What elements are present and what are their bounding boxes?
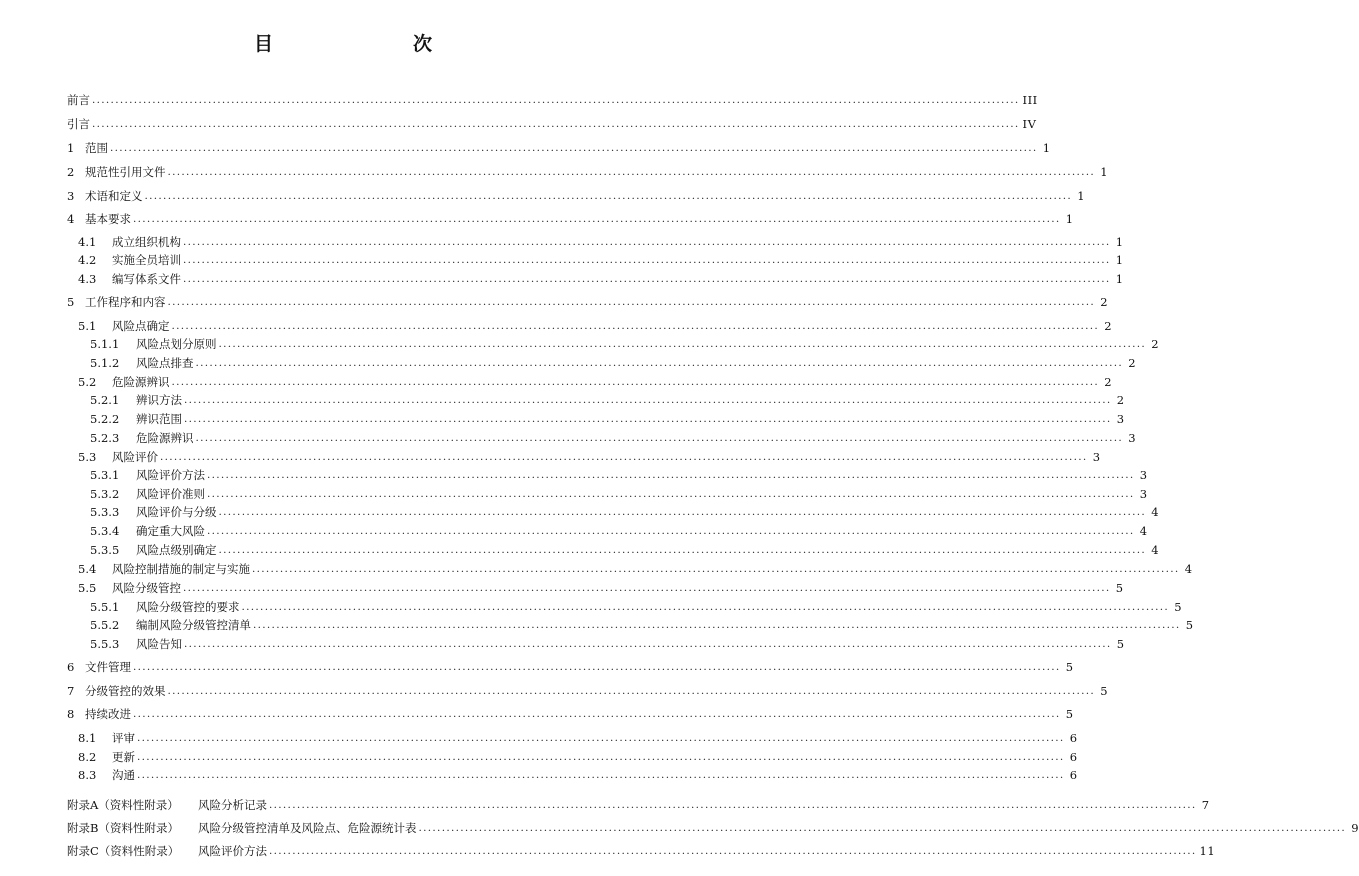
toc-entry[interactable] xyxy=(78,578,1124,596)
page-title: 目 次 xyxy=(253,33,466,55)
toc-entry[interactable] xyxy=(67,818,1359,836)
toc-entry[interactable] xyxy=(67,162,1109,180)
toc-entry[interactable] xyxy=(90,334,1160,352)
toc-entry-title: 风险评价方法 xyxy=(198,844,267,858)
dot-leader: ........................................................................................................................................................................................................ xyxy=(167,166,1096,178)
toc-entry-number: 5.5.3 xyxy=(90,637,120,651)
toc-entry[interactable] xyxy=(90,428,1137,446)
toc-entry-number: 附录C（资料性附录） xyxy=(67,844,180,858)
toc-entry-title: 风险分析记录 xyxy=(198,798,267,812)
dot-leader: ........................................................................................................................................................................................................ xyxy=(207,469,1135,481)
toc-entry-title: 持续改进 xyxy=(85,707,131,721)
toc-entry-page: 1 xyxy=(1115,235,1124,249)
toc-entry-number: 4.3 xyxy=(78,272,97,286)
toc-entry-title: 术语和定义 xyxy=(85,189,143,203)
toc-entry[interactable] xyxy=(78,747,1078,765)
dot-leader: ........................................................................................................................................................................................................ xyxy=(167,685,1096,697)
toc-entry-title: 风险告知 xyxy=(136,637,182,651)
dot-leader: ........................................................................................................................................................................................................ xyxy=(171,320,1100,332)
dot-leader: ........................................................................................................................................................................................................ xyxy=(160,451,1088,463)
toc-entry-page: 2 xyxy=(1100,295,1109,309)
toc-entry-title: 实施全员培训 xyxy=(112,253,181,267)
toc-entry-number: 附录B（资料性附录） xyxy=(67,821,179,835)
toc-entry-page: 6 xyxy=(1069,750,1078,764)
toc-entry-page: 1 xyxy=(1077,189,1086,203)
dot-leader: ........................................................................................................................................................................................................ xyxy=(195,432,1124,444)
toc-entry-number: 1 xyxy=(67,141,75,155)
dot-leader: ........................................................................................................................................................................................................ xyxy=(207,488,1135,500)
toc-entry[interactable] xyxy=(78,447,1101,465)
toc-entry-page: IV xyxy=(1022,117,1037,131)
toc-entry-page: 9 xyxy=(1351,821,1359,835)
toc-entry-page: 6 xyxy=(1069,731,1078,745)
dot-leader: ........................................................................................................................................................................................................ xyxy=(184,394,1112,406)
toc-entry-title: 风险评价方法 xyxy=(136,468,205,482)
toc-entry[interactable] xyxy=(90,615,1194,633)
toc-entry-number: 8.1 xyxy=(78,731,97,745)
toc-entry-number: 5.2.1 xyxy=(90,393,120,407)
dot-leader: ........................................................................................................................................................................................................ xyxy=(171,376,1100,388)
toc-entry-title: 风险点确定 xyxy=(112,319,170,333)
dot-leader: ........................................................................................................................................................................................................ xyxy=(195,357,1124,369)
toc-entry-number: 8 xyxy=(67,707,75,721)
toc-entry-number: 2 xyxy=(67,165,75,179)
toc-entry[interactable] xyxy=(90,465,1148,483)
dot-leader: ........................................................................................................................................................................................................ xyxy=(110,142,1038,154)
dot-leader: ........................................................................................................................................................................................................ xyxy=(133,213,1061,225)
toc-entry-page: 6 xyxy=(1069,768,1078,782)
toc-entry[interactable] xyxy=(90,502,1160,520)
toc-entry-page: 3 xyxy=(1139,487,1148,501)
toc-entry-page: 1 xyxy=(1115,253,1124,267)
toc-entry-title: 文件管理 xyxy=(85,660,131,674)
dot-leader: ........................................................................................................................................................................................................ xyxy=(183,582,1111,594)
toc-entry-number: 5.1 xyxy=(78,319,97,333)
dot-leader: ........................................................................................................................................................................................................ xyxy=(253,619,1181,631)
toc-entry-title: 确定重大风险 xyxy=(136,524,205,538)
toc-entry-title: 引言 xyxy=(67,117,90,131)
toc-entry-page: 2 xyxy=(1104,319,1113,333)
toc-entry[interactable] xyxy=(67,209,1074,227)
toc-entry-number: 4.2 xyxy=(78,253,97,267)
toc-entry-page: 5 xyxy=(1174,600,1183,614)
toc-entry[interactable] xyxy=(78,372,1113,390)
toc-entry-title: 风险点划分原则 xyxy=(136,337,217,351)
toc-entry-page: 3 xyxy=(1128,431,1137,445)
toc-entry-page: 2 xyxy=(1116,393,1125,407)
toc-entry-number: 8.3 xyxy=(78,768,97,782)
toc-entry-title: 沟通 xyxy=(112,768,135,782)
toc-entry[interactable] xyxy=(67,114,1037,132)
toc-entry-number: 5.5.2 xyxy=(90,618,120,632)
toc-entry[interactable] xyxy=(90,409,1125,427)
dot-leader: ........................................................................................................................................................................................................ xyxy=(167,296,1096,308)
toc-entry-number: 5.3.1 xyxy=(90,468,120,482)
toc-entry-title: 规范性引用文件 xyxy=(85,165,166,179)
dot-leader: ........................................................................................................................................................................................................ xyxy=(133,661,1061,673)
toc-entry-number: 7 xyxy=(67,684,75,698)
toc-entry[interactable] xyxy=(78,728,1078,746)
toc-entry-title: 风险评价 xyxy=(112,450,158,464)
toc-entry[interactable] xyxy=(90,521,1148,539)
toc-entry[interactable] xyxy=(90,484,1148,502)
toc-entry-number: 5.1.2 xyxy=(90,356,120,370)
toc-entry-title: 风险评价准则 xyxy=(136,487,205,501)
dot-leader: ........................................................................................................................................................................................................ xyxy=(137,732,1065,744)
toc-entry-number: 5.5.1 xyxy=(90,600,120,614)
toc-entry-title: 成立组织机构 xyxy=(112,235,181,249)
dot-leader: ........................................................................................................................................................................................................ xyxy=(241,601,1170,613)
toc-entry[interactable] xyxy=(78,250,1124,268)
dot-leader: ........................................................................................................................................................................................................ xyxy=(218,506,1147,518)
dot-leader: ........................................................................................................................................................................................................ xyxy=(183,236,1111,248)
toc-entry-number: 8.2 xyxy=(78,750,97,764)
toc-entry[interactable] xyxy=(67,795,1210,813)
toc-entry-number: 5.4 xyxy=(78,562,97,576)
toc-entry[interactable] xyxy=(67,186,1086,204)
toc-entry[interactable] xyxy=(78,316,1113,334)
toc-entry-page: 5 xyxy=(1100,684,1109,698)
toc-entry-page: 5 xyxy=(1065,707,1074,721)
toc-entry-page: 2 xyxy=(1151,337,1160,351)
toc-entry-title: 范围 xyxy=(85,141,108,155)
toc-entry-title: 风险分级管控 xyxy=(112,581,181,595)
toc-entry-page: 4 xyxy=(1184,562,1193,576)
toc-entry-title: 分级管控的效果 xyxy=(85,684,166,698)
toc-entry-title: 风险分级管控的要求 xyxy=(136,600,240,614)
dot-leader: ........................................................................................................................................................................................................ xyxy=(183,254,1111,266)
dot-leader: ........................................................................................................................................................................................................ xyxy=(184,638,1112,650)
toc-entry-title: 辨识范围 xyxy=(136,412,182,426)
toc-entry-number: 6 xyxy=(67,660,75,674)
toc-entry-page: 5 xyxy=(1065,660,1074,674)
toc-entry-page: 5 xyxy=(1116,637,1125,651)
toc-entry-title: 前言 xyxy=(67,93,90,107)
toc-entry-title: 评审 xyxy=(112,731,135,745)
toc-entry-page: 11 xyxy=(1199,844,1216,858)
toc-entry-number: 4.1 xyxy=(78,235,97,249)
dot-leader: ........................................................................................................................................................................................................ xyxy=(418,822,1347,834)
toc-entry-number: 5 xyxy=(67,295,75,309)
toc-entry[interactable] xyxy=(90,390,1125,408)
dot-leader: ........................................................................................................................................................................................................ xyxy=(207,525,1135,537)
toc-entry-number: 5.3.5 xyxy=(90,543,120,557)
dot-leader: ........................................................................................................................................................................................................ xyxy=(92,118,1020,130)
toc-entry[interactable] xyxy=(90,597,1183,615)
dot-leader: ........................................................................................................................................................................................................ xyxy=(184,413,1112,425)
toc-entry-page: 2 xyxy=(1104,375,1113,389)
toc-entry[interactable] xyxy=(90,634,1125,652)
toc-entry-number: 5.2.3 xyxy=(90,431,120,445)
toc-entry-page: 5 xyxy=(1115,581,1124,595)
toc-entry-number: 5.2 xyxy=(78,375,97,389)
toc-entry-page: 3 xyxy=(1092,450,1101,464)
toc-entry-title: 更新 xyxy=(112,750,135,764)
toc-entry-number: 5.3.2 xyxy=(90,487,120,501)
toc-entry-page: 1 xyxy=(1065,212,1074,226)
toc-entry[interactable] xyxy=(78,269,1124,287)
toc-entry-page: III xyxy=(1022,93,1038,107)
toc-entry[interactable] xyxy=(90,540,1160,558)
toc-entry-number: 附录A（资料性附录） xyxy=(67,798,179,812)
toc-entry[interactable] xyxy=(78,232,1124,250)
toc-entry-title: 危险源辨识 xyxy=(136,431,194,445)
toc-entry-number: 5.3.4 xyxy=(90,524,120,538)
toc-entry-page: 4 xyxy=(1139,524,1148,538)
toc-entry-number: 3 xyxy=(67,189,75,203)
toc-entry-title: 风险点排查 xyxy=(136,356,194,370)
toc-entry[interactable] xyxy=(67,841,1216,859)
toc-entry-page: 4 xyxy=(1151,543,1160,557)
toc-entry[interactable] xyxy=(90,353,1137,371)
toc-entry-title: 风险控制措施的制定与实施 xyxy=(112,562,250,576)
toc-entry-page: 5 xyxy=(1185,618,1194,632)
toc-entry[interactable] xyxy=(67,90,1038,108)
toc-entry[interactable] xyxy=(67,657,1074,675)
toc-entry[interactable] xyxy=(67,292,1109,310)
toc-entry-number: 5.2.2 xyxy=(90,412,120,426)
toc-entry-page: 1 xyxy=(1100,165,1109,179)
dot-leader: ........................................................................................................................................................................................................ xyxy=(218,544,1147,556)
dot-leader: ........................................................................................................................................................................................................ xyxy=(218,338,1147,350)
toc-entry-number: 5.3.3 xyxy=(90,505,120,519)
toc-entry-number: 5.1.1 xyxy=(90,337,120,351)
dot-leader: ........................................................................................................................................................................................................ xyxy=(144,190,1073,202)
toc-entry-page: 4 xyxy=(1151,505,1160,519)
toc-entry-title: 辨识方法 xyxy=(136,393,182,407)
toc-entry-title: 工作程序和内容 xyxy=(85,295,166,309)
dot-leader: ........................................................................................................................................................................................................ xyxy=(252,563,1180,575)
dot-leader: ........................................................................................................................................................................................................ xyxy=(269,799,1197,811)
toc-entry-title: 风险分级管控清单及风险点、危险源统计表 xyxy=(198,821,417,835)
dot-leader: ........................................................................................................................................................................................................ xyxy=(269,845,1197,857)
toc-entry-page: 3 xyxy=(1139,468,1148,482)
toc-entry[interactable] xyxy=(67,138,1051,156)
toc-entry-page: 2 xyxy=(1128,356,1137,370)
dot-leader: ........................................................................................................................................................................................................ xyxy=(137,769,1065,781)
toc-entry-number: 5.3 xyxy=(78,450,97,464)
toc-entry[interactable] xyxy=(67,681,1109,699)
dot-leader: ........................................................................................................................................................................................................ xyxy=(133,708,1061,720)
toc-entry[interactable] xyxy=(78,559,1193,577)
toc-entry-page: 7 xyxy=(1201,798,1210,812)
toc-entry-title: 基本要求 xyxy=(85,212,131,226)
toc-entry-page: 1 xyxy=(1115,272,1124,286)
toc-entry-title: 编写体系文件 xyxy=(112,272,181,286)
toc-entry-number: 5.5 xyxy=(78,581,97,595)
toc-entry-page: 1 xyxy=(1042,141,1051,155)
toc-entry-title: 风险点级别确定 xyxy=(136,543,217,557)
toc-entry-title: 危险源辨识 xyxy=(112,375,170,389)
toc-entry[interactable] xyxy=(67,704,1074,722)
toc-entry[interactable] xyxy=(78,765,1078,783)
toc-entry-title: 风险评价与分级 xyxy=(136,505,217,519)
toc-entry-number: 4 xyxy=(67,212,75,226)
dot-leader: ........................................................................................................................................................................................................ xyxy=(183,273,1111,285)
toc-entry-title: 编制风险分级管控清单 xyxy=(136,618,251,632)
dot-leader: ........................................................................................................................................................................................................ xyxy=(137,751,1065,763)
dot-leader: ........................................................................................................................................................................................................ xyxy=(92,94,1020,106)
toc-entry-page: 3 xyxy=(1116,412,1125,426)
